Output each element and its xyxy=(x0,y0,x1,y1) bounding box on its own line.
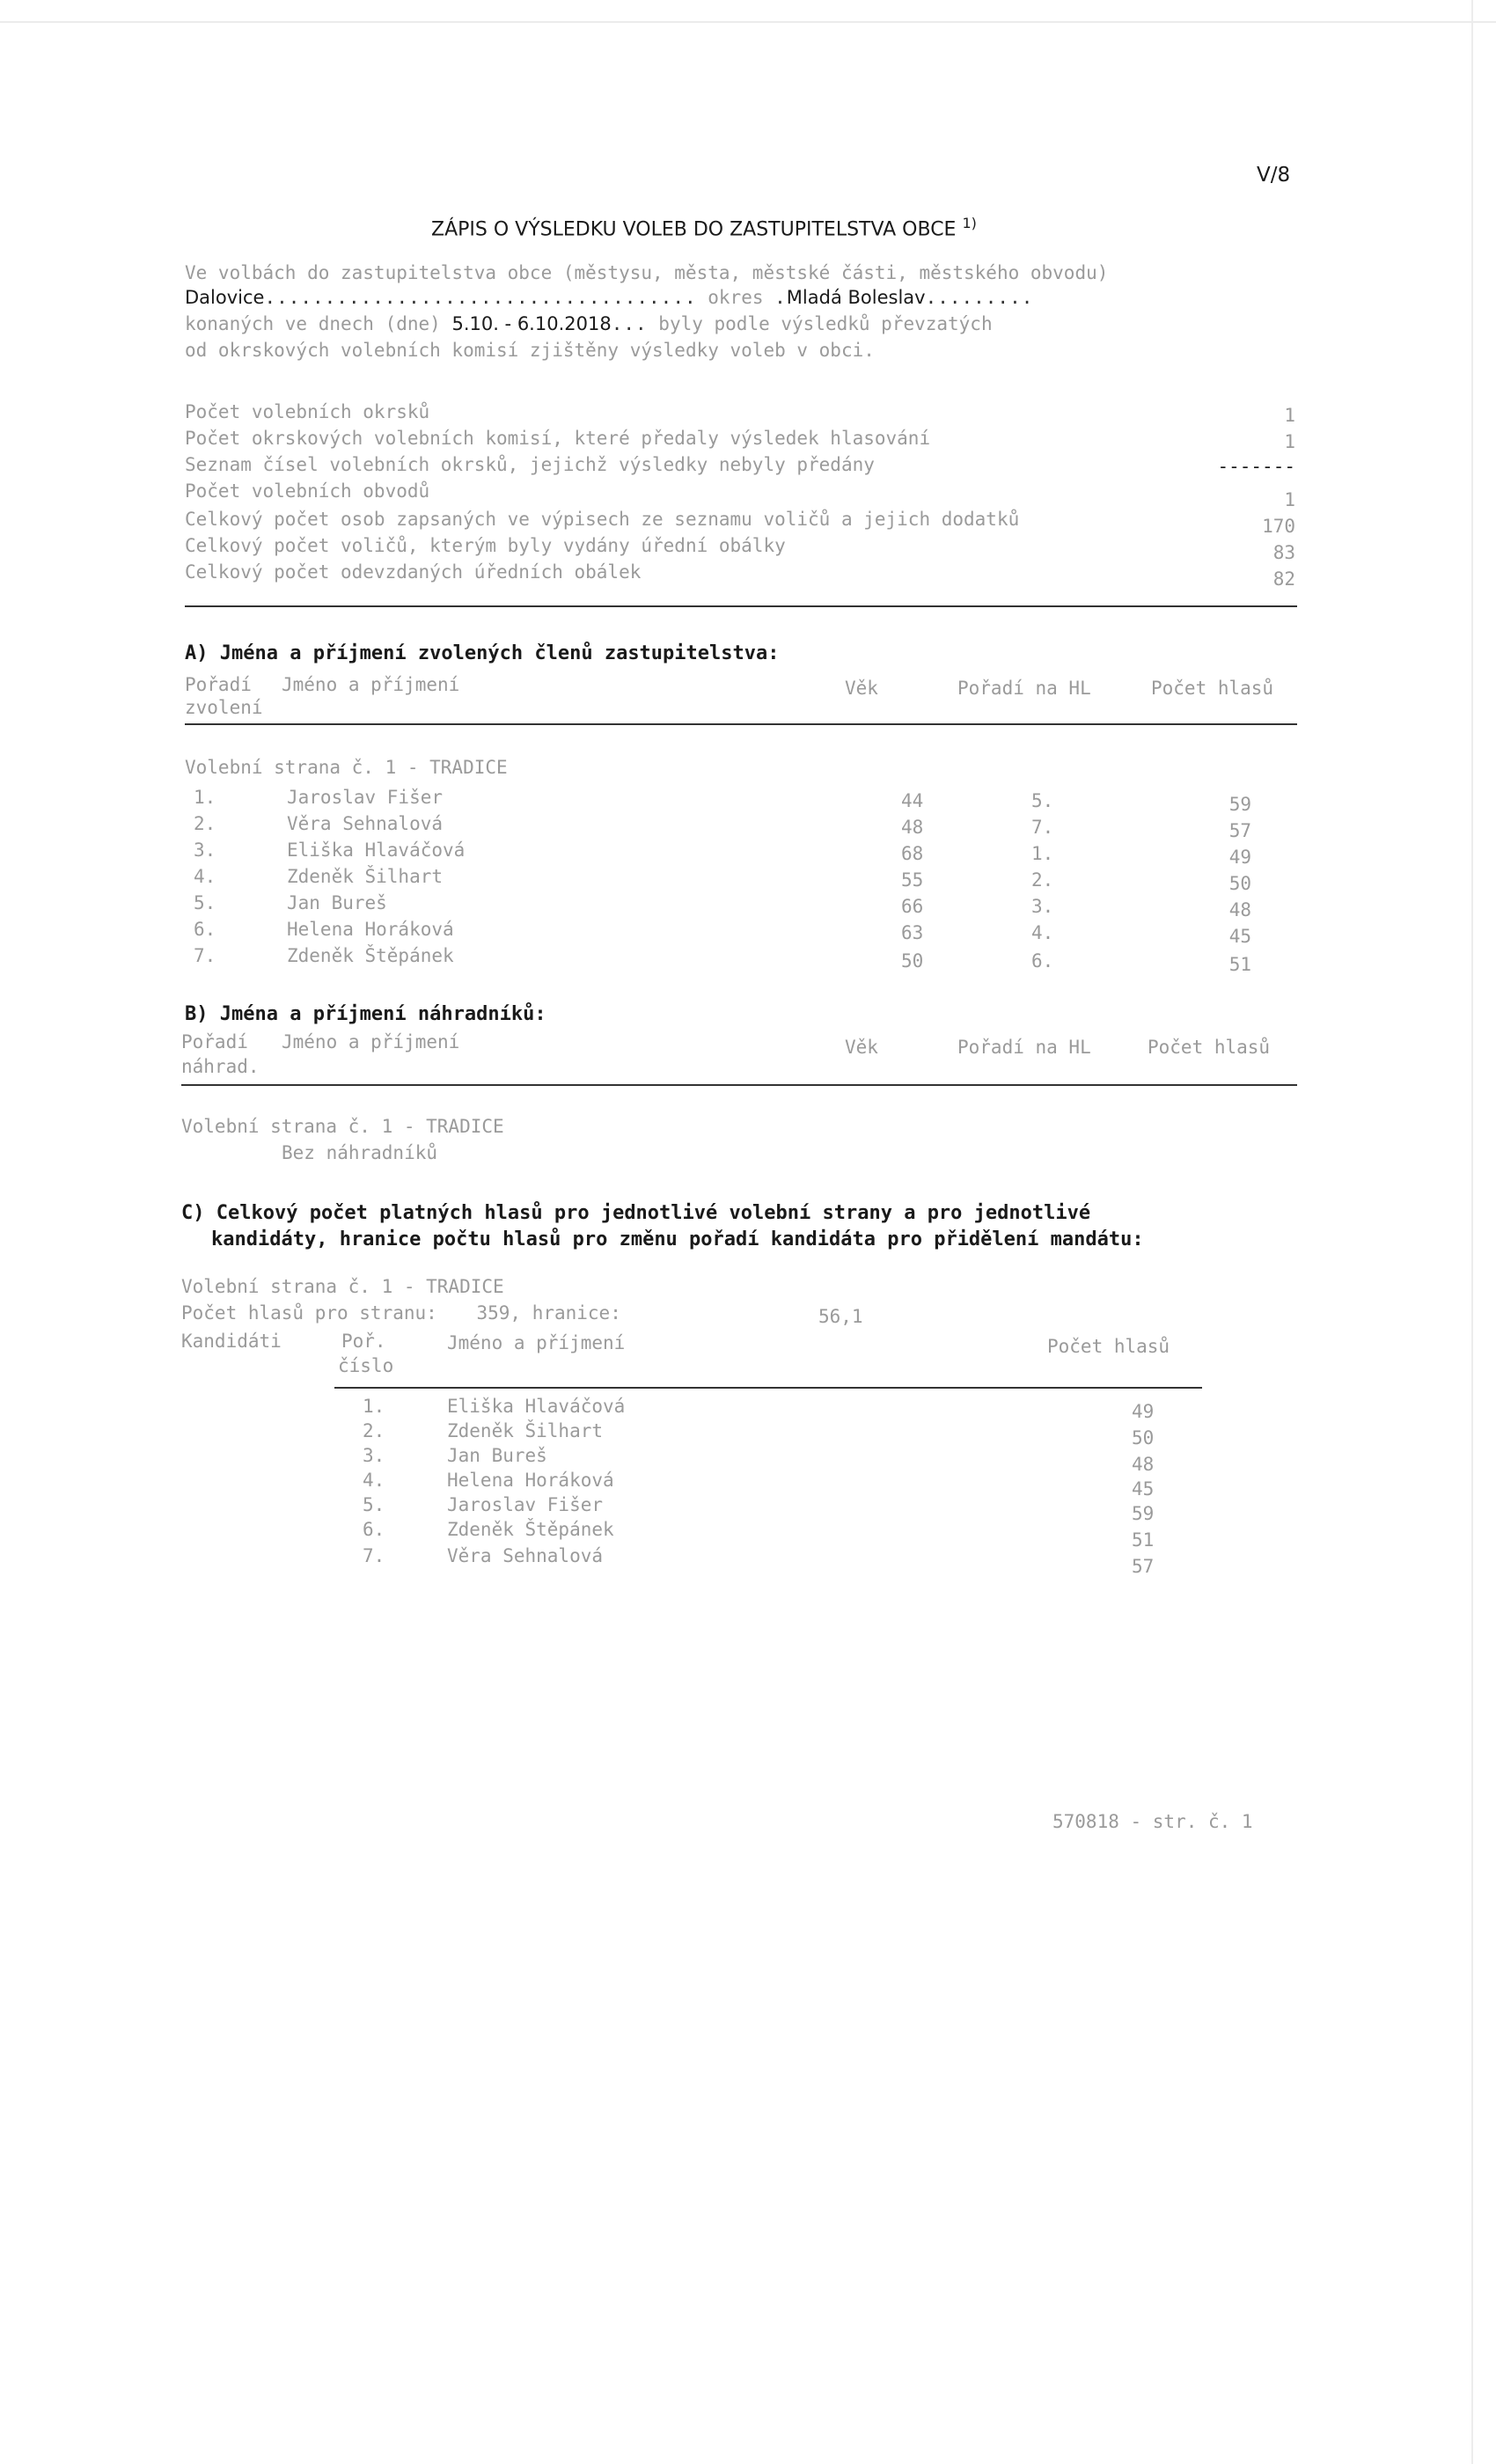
municipality-name: Dalovice xyxy=(185,287,265,308)
section-c-col-no: Poř. xyxy=(341,1331,386,1352)
candidate-votes: 51 xyxy=(1132,1529,1155,1551)
elected-order: 1. xyxy=(194,787,216,808)
elected-age: 50 xyxy=(901,950,924,972)
stat-label-5: Celkový počet voličů, kterým byly vydány úřední obálky xyxy=(185,535,786,556)
candidate-no: 3. xyxy=(363,1445,385,1466)
candidate-name: Zdeněk Štěpánek xyxy=(447,1519,614,1540)
elected-order: 6. xyxy=(194,919,216,940)
stat-label-6: Celkový počet odevzdaných úředních obálek xyxy=(185,561,642,583)
elected-order: 5. xyxy=(194,892,216,913)
page-footer: 570818 - str. č. 1 xyxy=(1052,1811,1253,1832)
elected-votes: 51 xyxy=(1228,954,1251,975)
section-c-col-votes: Počet hlasů xyxy=(1047,1336,1170,1357)
candidate-votes: 59 xyxy=(1132,1503,1155,1524)
elected-hl: 7. xyxy=(1031,817,1054,838)
stat-label-1: Počet okrskových volebních komisí, které předaly výsledek hlasování xyxy=(185,428,931,449)
elected-age: 55 xyxy=(901,869,924,891)
section-a-col-age: Věk xyxy=(845,678,878,699)
divider-stats xyxy=(185,605,1297,607)
section-c-col-name: Jméno a příjmení xyxy=(447,1332,626,1353)
elected-name: Helena Horáková xyxy=(287,919,454,940)
candidate-votes: 48 xyxy=(1132,1454,1155,1475)
municipality-dots: .................................... xyxy=(264,287,697,308)
candidate-name: Jan Bureš xyxy=(447,1445,547,1466)
section-b-none: Bez náhradníků xyxy=(282,1142,438,1163)
elected-hl: 1. xyxy=(1031,843,1054,864)
section-c-col-no-2: číslo xyxy=(338,1355,394,1376)
elected-hl: 4. xyxy=(1031,922,1054,943)
intro-line-3 xyxy=(185,313,993,334)
scan-edge-right xyxy=(1471,0,1473,2464)
party-votes-comma: , xyxy=(510,1302,522,1324)
stat-value-6: 82 xyxy=(1272,568,1295,590)
stat-label-4: Celkový počet osob zapsaných ve výpisech ze seznamu voličů a jejich dodatků xyxy=(185,509,1020,530)
section-b-col-hl: Pořadí na HL xyxy=(957,1037,1091,1058)
document-code: V/8 xyxy=(1257,164,1291,187)
candidate-votes: 45 xyxy=(1132,1478,1155,1500)
stat-label-0: Počet volebních okrsků xyxy=(185,401,430,422)
section-a-col-order: Pořadí xyxy=(185,674,252,695)
section-b-heading: B) Jména a příjmení náhradníků: xyxy=(185,1003,546,1025)
elected-votes: 50 xyxy=(1228,873,1251,894)
candidate-name: Jaroslav Fišer xyxy=(447,1494,604,1515)
candidate-name: Věra Sehnalová xyxy=(447,1545,604,1566)
elected-hl: 2. xyxy=(1031,869,1054,891)
elected-name: Věra Sehnalová xyxy=(287,813,444,834)
title-text: ZÁPIS O VÝSLEDKU VOLEB DO ZASTUPITELSTVA OBCE xyxy=(431,218,957,241)
election-dates: 5.10. - 6.10.2018 xyxy=(451,313,612,334)
section-b-party: Volební strana č. 1 - TRADICE xyxy=(181,1116,504,1137)
stat-value-2: ------- xyxy=(1217,456,1295,477)
candidate-no: 5. xyxy=(363,1494,385,1515)
section-c-col-candidates: Kandidáti xyxy=(181,1331,282,1352)
elected-age: 44 xyxy=(901,790,924,811)
candidate-name: Zdeněk Šilhart xyxy=(447,1420,604,1441)
okres-dot-prefix: . xyxy=(774,287,787,308)
elected-age: 48 xyxy=(901,817,924,838)
elected-hl: 5. xyxy=(1031,790,1054,811)
candidate-no: 7. xyxy=(363,1545,385,1566)
stat-value-4: 170 xyxy=(1262,516,1295,537)
candidate-votes: 49 xyxy=(1132,1401,1155,1422)
elected-name: Zdeněk Šilhart xyxy=(287,866,444,887)
limit-label: hranice: xyxy=(532,1302,621,1324)
section-a-col-votes: Počet hlasů xyxy=(1151,678,1274,699)
elected-order: 4. xyxy=(194,866,216,887)
party-votes: 359 xyxy=(476,1302,510,1324)
elected-hl: 6. xyxy=(1031,950,1054,972)
divider-section-b-header xyxy=(181,1084,1297,1086)
document-title xyxy=(431,215,977,240)
candidate-votes: 57 xyxy=(1132,1556,1155,1577)
stat-label-3: Počet volebních obvodů xyxy=(185,480,430,502)
elected-age: 66 xyxy=(901,896,924,917)
elected-votes: 48 xyxy=(1228,899,1251,920)
section-a-col-order-2: zvolení xyxy=(185,697,263,718)
section-a-heading: A) Jména a příjmení zvolených členů zastupitelstva: xyxy=(185,642,780,664)
elected-votes: 49 xyxy=(1228,847,1251,868)
section-c-heading-1: C) Celkový počet platných hlasů pro jednotlivé volební strany a pro jednotlivé xyxy=(181,1202,1091,1224)
intro-line-1: Ve volbách do zastupitelstva obce (městysu, města, městské části, městského obvodu) xyxy=(185,262,1109,283)
section-c-heading-2: kandidáty, hranice počtu hlasů pro změnu pořadí kandidáta pro přidělení mandátu: xyxy=(211,1228,1144,1250)
stat-label-2: Seznam čísel volebních okrsků, jejichž výsledky nebyly předány xyxy=(185,454,875,475)
divider-section-c-header xyxy=(334,1387,1202,1389)
section-a-party: Volební strana č. 1 - TRADICE xyxy=(185,757,508,778)
elected-hl: 3. xyxy=(1031,896,1054,917)
candidate-no: 4. xyxy=(363,1470,385,1491)
dates-dots: ... xyxy=(611,313,648,334)
elected-votes: 45 xyxy=(1228,926,1251,947)
section-a-col-hl: Pořadí na HL xyxy=(957,678,1091,699)
stat-value-1: 1 xyxy=(1284,431,1295,452)
candidate-no: 6. xyxy=(363,1519,385,1540)
stat-value-0: 1 xyxy=(1284,405,1295,426)
stat-value-5: 83 xyxy=(1272,542,1295,563)
title-footnote-mark: 1) xyxy=(962,215,977,231)
section-b-col-name: Jméno a příjmení xyxy=(282,1031,460,1052)
okres-label: okres xyxy=(708,287,764,308)
candidate-no: 1. xyxy=(363,1396,385,1417)
elected-name: Jaroslav Fišer xyxy=(287,787,444,808)
section-b-col-order-2: náhrad. xyxy=(181,1056,260,1077)
elected-order: 3. xyxy=(194,840,216,861)
elected-name: Jan Bureš xyxy=(287,892,387,913)
elected-order: 2. xyxy=(194,813,216,834)
scan-edge-top xyxy=(0,21,1496,23)
intro-dates-suffix: byly podle výsledků převzatých xyxy=(658,313,993,334)
elected-votes: 57 xyxy=(1228,820,1251,841)
elected-order: 7. xyxy=(194,945,216,966)
section-b-col-votes: Počet hlasů xyxy=(1148,1037,1271,1058)
candidate-name: Eliška Hlaváčová xyxy=(447,1396,626,1417)
section-b-col-age: Věk xyxy=(845,1037,878,1058)
intro-line-4: od okrskových volebních komisí zjištěny výsledky voleb v obci. xyxy=(185,340,875,361)
section-a-col-name: Jméno a příjmení xyxy=(282,674,460,695)
party-votes-label: Počet hlasů pro stranu: xyxy=(181,1302,437,1324)
candidate-name: Helena Horáková xyxy=(447,1470,614,1491)
limit-value: 56,1 xyxy=(818,1306,863,1327)
elected-name: Eliška Hlaváčová xyxy=(287,840,466,861)
elected-age: 63 xyxy=(901,922,924,943)
candidate-votes: 50 xyxy=(1132,1427,1155,1448)
okres-name: Mladá Boleslav xyxy=(786,287,926,308)
elected-name: Zdeněk Štěpánek xyxy=(287,945,454,966)
elected-votes: 59 xyxy=(1228,794,1251,815)
okres-dots: ......... xyxy=(925,287,1034,308)
section-c-party-votes-line xyxy=(181,1302,621,1324)
candidate-no: 2. xyxy=(363,1420,385,1441)
section-c-party: Volební strana č. 1 - TRADICE xyxy=(181,1276,504,1297)
elected-age: 68 xyxy=(901,843,924,864)
stat-value-3: 1 xyxy=(1284,489,1295,510)
section-b-col-order: Pořadí xyxy=(181,1031,248,1052)
intro-dates-prefix: konaných ve dnech (dne) xyxy=(185,313,441,334)
intro-line-2 xyxy=(185,287,1033,308)
divider-section-a-header xyxy=(185,723,1297,725)
